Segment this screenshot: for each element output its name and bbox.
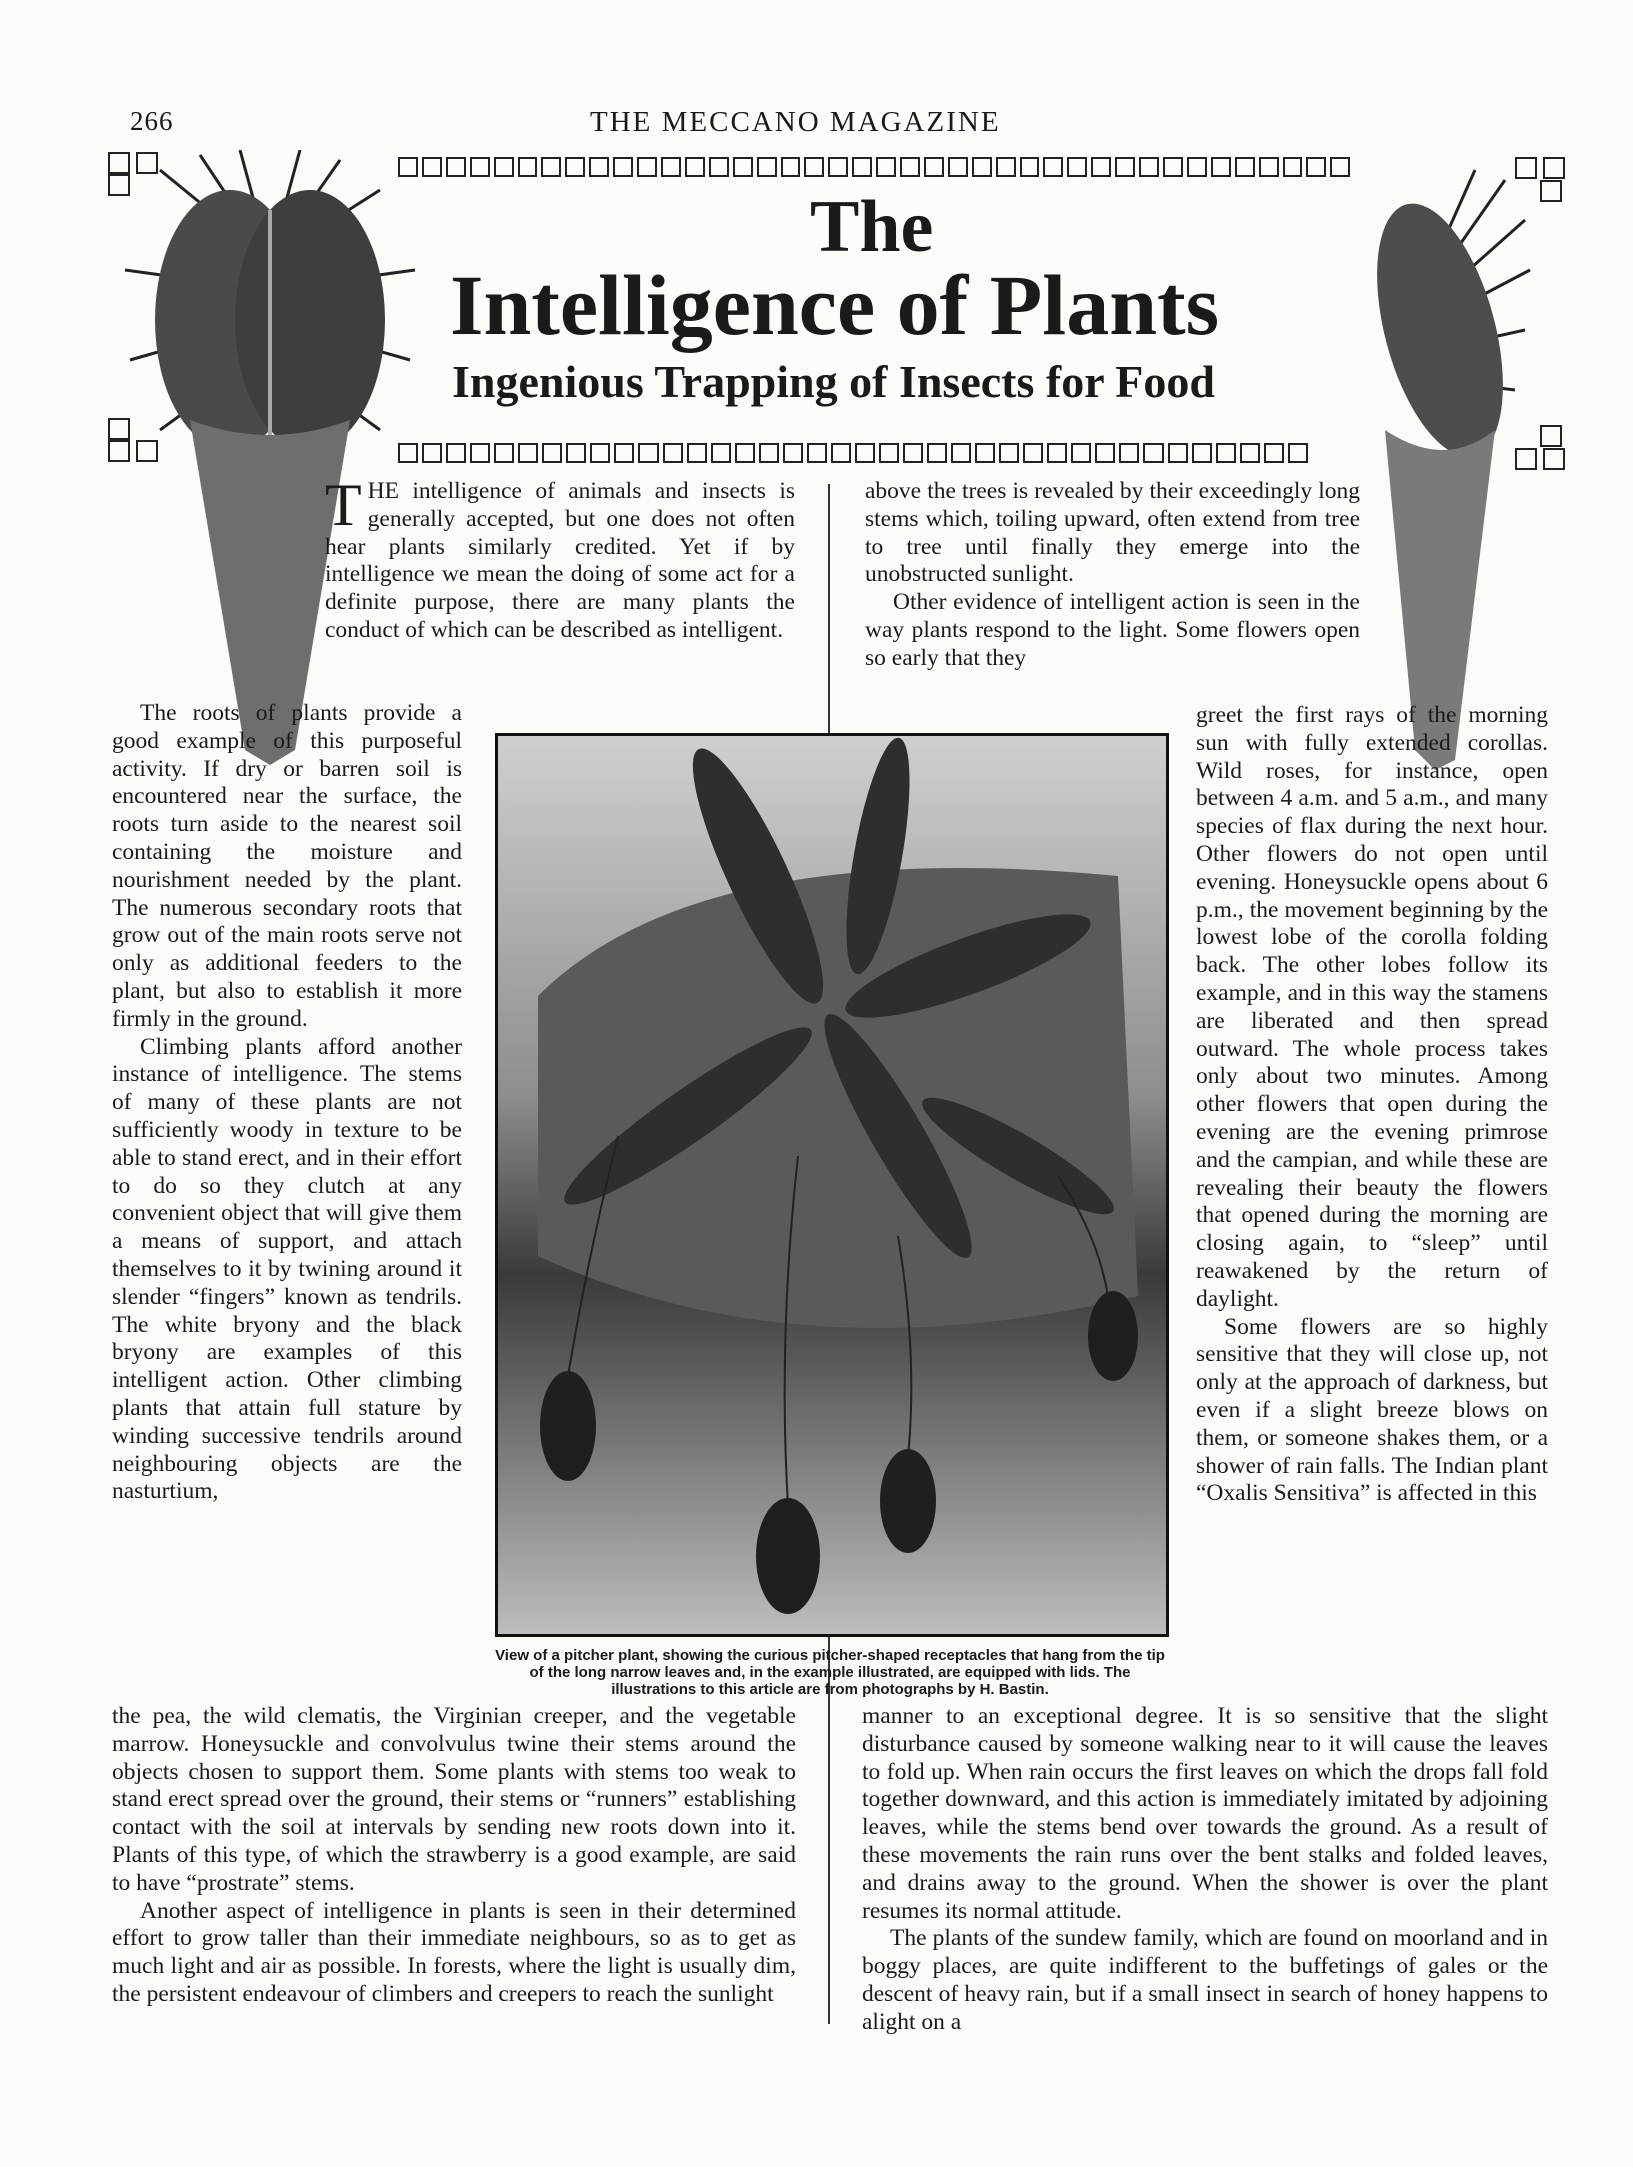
pitcher-plant-photograph [495, 733, 1169, 1637]
column-right [1196, 702, 1548, 1508]
paragraph-taller: Another aspect of intelligence in plants is seen in their determined effort to grow taller than their immediate neighbours, so as to get as much light and air as possible. In forests, where the light is usually dim, the persistent endeavour of climbers and creepers to reach the sunlight [112, 1897, 796, 2007]
corner-ornament-tr2 [1540, 180, 1562, 207]
article-title-line1: The [810, 186, 934, 268]
page-number: 266 [130, 106, 174, 136]
figure-caption: View of a pitcher plant, showing the curious pitcher-shaped receptacles that hang from the tip of the long narrow leaves and, in the example illustrated, are equipped with lids. The illustrations to this article are from photographs by H. Bastin. [495, 1647, 1165, 1698]
column-left-bottom [112, 1703, 796, 2009]
venus-flytrap-left-illustration [120, 150, 420, 770]
paragraph-trees: above the trees is revealed by their exceedingly long stems which, toiling upward, often extend from tree to tree until finally they emerge into the unobstructed sunlight. [865, 478, 1360, 588]
paragraph-flowers: greet the first rays of the morning sun with fully extended corollas. Wild roses, for instance, open between 4 a.m. and 5 a.m., and many species of flax during the next hour. Other flowers do not open until evening. Honeysuckle opens about 6 p.m., the movement beginning by the lowest lobe of the corolla folding back. The other lobes follow its example, and in this way the stamens are liberated and then spread outward. The whole process takes only about two minutes. Among other flowers that open during the evening are the evening primrose and the campian, and while these are revealing their beauty the flowers that opened during the morning are closing again, to “sleep” until reawakened by the return of daylight. [1196, 702, 1548, 1312]
column-left [112, 700, 462, 1506]
column-right-bottom [862, 1703, 1548, 2037]
column-right-top [865, 478, 1360, 673]
drop-cap: T [325, 472, 362, 538]
paragraph-roots: The roots of plants provide a good example of this purposeful activity. If dry or barren soil is encountered near the surface, the roots turn aside to the nearest soil containing the moisture and nourishment needed by the plant. The numerous secondary roots that grow out of the main roots serve not only as additional feeders to the plant, but also to establish it more firmly in the ground. [112, 700, 462, 1032]
article-title-line2: Intelligence of Plants [450, 257, 1220, 353]
paragraph-sundew: The plants of the sundew family, which are found on moorland and in boggy places, are quite indifferent to the buffetings of gales or the descent of heavy rain, but if a small insect in search of honey happens to alight on a [862, 1925, 1548, 2035]
paragraph-climbing: Climbing plants afford another instance of intelligence. The stems of many of these plants are not sufficiently woody in texture to be able to stand erect, and in their effort to do so they clutch at any convenient object that will give them a means of support, and attach themselves to it by twining around it slender “fingers” known as tendrils. The white bryony and the black bryony are examples of this intelligent action. Other climbing plants that attain full stature by winding successive tendrils around neighbouring objects are the nasturtium, [112, 1033, 462, 1505]
intro-paragraph [325, 472, 795, 645]
paragraph-sensitive: Some flowers are so highly sensitive that they will close up, not only at the approach of darkness, but even if a slight breeze blows on them, or someone shakes them, or a shower of rain falls. The Indian plant “Oxalis Sensitiva” is affected in this [1196, 1313, 1548, 1507]
decorative-border-bottom [398, 443, 1308, 463]
paragraph-climbing-continued: the pea, the wild clematis, the Virginian creeper, and the vegetable marrow. Honeysuckle and convolvulus twine their stems around the objects chosen to support them. Some plants with stems too weak to stand erect spread over the ground, their stems or “runners” establishing contact with the soil at intervals by sending new roots down into it. Plants of this type, of which the strawberry is a good example, are said to have “prostrate” stems. [112, 1703, 796, 1896]
paragraph-light: Other evidence of intelligent action is seen in the way plants respond to the light. Some flowers open so early that they [865, 589, 1360, 671]
venus-flytrap-right-illustration [1355, 160, 1535, 780]
intro-text: HE intelligence of animals and insects is generally accepted, but one does not often hear plants similarly credited. Yet if by intelligence we mean the doing of some act for a definite purpose, there are many plants the conduct of which can be described as intelligent. [325, 478, 795, 643]
decorative-border-top [398, 157, 1350, 177]
running-title: THE MECCANO MAGAZINE [590, 106, 1001, 138]
article-subtitle: Ingenious Trapping of Insects for Food [452, 356, 1215, 407]
pitcher-plant-illustration [498, 736, 1166, 1634]
paragraph-oxalis: manner to an exceptional degree. It is so sensitive that the slight disturbance caused by someone walking near to it will cause the leaves to fold up. When rain occurs the first leaves on which the drops fall fold together downward, and this action is immediately imitated by adjoining leaves, while the stems bend over towards the ground. As a result of these movements the rain runs over the bent stalks and folded leaves, and drains away to the ground. When the shower is over the plant resumes its normal attitude. [862, 1703, 1548, 1924]
